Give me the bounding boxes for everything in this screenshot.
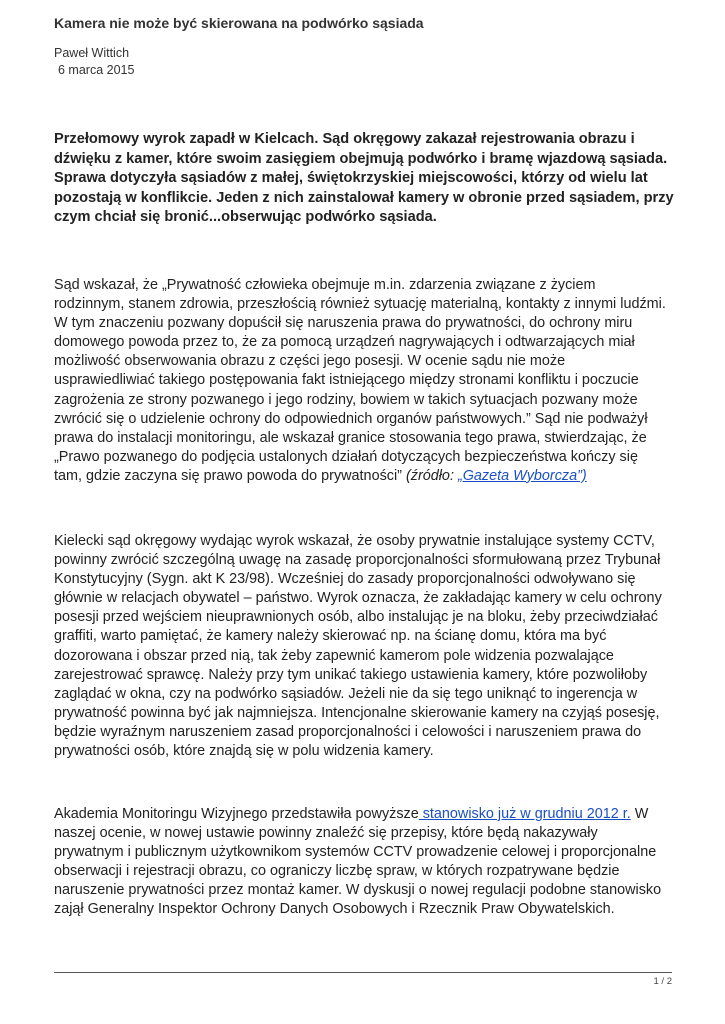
body-paragraph-2: Kielecki sąd okręgowy wydając wyrok wskazał, że osoby prywatnie instalujące systemy CCTV, powinny zwrócić szczególną uwagę na zasadę proporcjonalności sformułowaną przez Trybunał Konstytucyjny (Sygn. akt K 23/98). Wcześniej do zasady proporcjonalności odwoływano się głównie w relacjach obywatel – państwo. Wyrok oznacza, że zakładając kamery w celu ochrony posesji przed wejściem nieuprawnionych osób, albo instalując je na bloku, żeby przeciwdziałać graffiti, warto pamiętać, że kamery należy skierować np. na ścianę domu, która ma być dozorowana i obszar przed nią, tak żeby zapewnić kamerom pole widzenia pozwalające zarejestrować sprawcę. Należy przy tym unikać takiego ustawienia kamery, które pozwoliłoby zaglądać w okna, czy na podwórko sąsiadów. Jeżeli nie da się tego uniknąć to ingerencja w prywatność powinna być jak najmniejsza. Intencjonalne skierowanie kamery na czyjąś posesję, będzie wyraźnym naruszeniem zasad proporcjonalności i celowości i naruszeniem prawa do prywatności osób, które znajdą się w polu widzenia kamery. — [54, 533, 662, 760]
lead-paragraph: Przełomowy wyrok zapadł w Kielcach. Sąd okręgowy zakazał rejestrowania obrazu i dźwięku z kamer, które swoim zasięgiem obejmują podwórko i bramę wjazdową sąsiada. Sprawa dotyczyła sąsiadów z małej, świętokrzyskiej miejscowości, którzy od wielu lat pozostają w konflikcie. Jeden z nich zainstalował kamery w obronie przed sąsiadem, przy czym chciał się bronić...obserwując podwórko sąsiada. — [54, 131, 674, 225]
page-number: 1 / 2 — [653, 976, 672, 987]
paragraph-1-text: Sąd wskazał, że „Prywatność człowieka obejmuje m.in. zdarzenia związane z życiem rodzinnym, stanem zdrowia, przeszłością również sytuację materialną, kontakty z innymi ludźmi. W tym znaczeniu pozwany dopuścił się naruszenia prawa do prywatności, do ochrony miru domowego powoda przez to, że za pomocą urządzeń nagrywających i odtwarzających miał możliwość obserwowania obrazu z części jego posesji. W ocenie sądu nie może usprawiedliwiać takiego postępowania fakt istniejącego między stronami konfliktu i poczucie zagrożenia ze strony pozwanego i jego rodziny, bowiem w takich sytuacjach pozwany może zwrócić się o udzielenie ochrony do odpowiednich organów państwowych.” Sąd nie podważył prawa do instalacji monitoringu, ale wskazał granice stosowania tego prawa, stwierdzając, że „Prawo pozwanego do podjęcia ustalonych działań dotyczących bezpieczeństwa kończy się tam, gdzie zaczyna się prawo powoda do prywatności” — [54, 277, 666, 484]
gazeta-wyborcza-link[interactable]: „Gazeta Wyborcza”) — [457, 467, 587, 484]
body-paragraph-1 — [54, 276, 666, 486]
publication-date: 6 marca 2015 — [58, 63, 135, 77]
body-paragraph-3 — [54, 805, 666, 920]
stanowisko-link[interactable]: stanowisko już w grudniu 2012 r. — [418, 806, 631, 822]
document-title: Kamera nie może być skierowana na podwórko sąsiada — [54, 15, 424, 31]
paragraph-3-text-before: Akademia Monitoringu Wizyjnego przedstawiła powyższe — [54, 806, 419, 822]
footer-divider — [54, 972, 672, 973]
source-citation — [406, 468, 587, 484]
author-name: Paweł Wittich — [54, 46, 130, 60]
source-prefix: (źródło: — [405, 467, 458, 484]
paragraph-3-text-after: W naszej ocenie, w nowej ustawie powinny znaleźć się przepisy, które będą nakazywały prywatnym i publicznym użytkownikom systemów CCTV prowadzenie celowej i proporcjonalne obserwacji i rejestracji obrazu, co ograniczy liczbę spraw, w których rozpatrywane będzie naruszenie prywatności przez montaż kamer. W dyskusji o nowej regulacji podobne stanowisko zajął Generalny Inspektor Ochrony Danych Osobowych i Rzecznik Praw Obywatelskich. — [54, 806, 662, 918]
